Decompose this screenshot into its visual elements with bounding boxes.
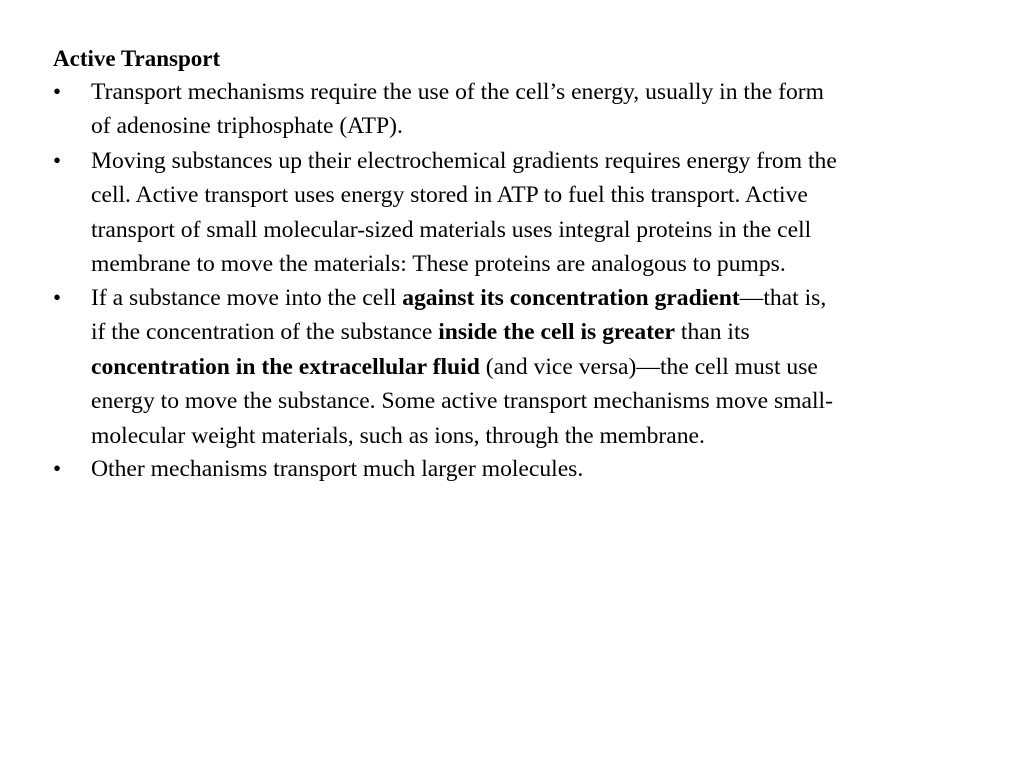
bullet-text (91, 144, 837, 282)
text-run: if the concentration of the substance (91, 319, 439, 346)
text-line (91, 419, 833, 453)
text-run: If a substance move into the cell (91, 285, 403, 311)
text-line: Moving substances up their electrochemical gradients requires energy from the (91, 148, 837, 174)
bullet-icon: • (53, 79, 62, 104)
emphasis-against-gradient: against its concentration gradient (402, 285, 740, 311)
emphasis-extracellular: concentration in the extracellular fluid (91, 353, 480, 380)
emphasis-inside-greater: inside the cell is greater (438, 319, 675, 346)
text-line: cell. Active transport uses energy stored in ATP to fuel this transport. Active (91, 182, 808, 209)
text-line: transport of small molecular-sized materials uses integral proteins in the cell (91, 216, 812, 243)
text-line (91, 384, 833, 418)
text-run: than its (675, 319, 750, 346)
slide-title: Active Transport (53, 46, 221, 71)
text-run: molecular weight materials, such as ions, through the membrane. (91, 422, 705, 449)
text-line: of adenosine triphosphate (ATP). (91, 113, 403, 140)
text-line: Other mechanisms transport much larger molecules. (91, 456, 584, 482)
text-line (91, 315, 833, 349)
bullet-text (91, 75, 824, 144)
text-run: (and vice versa)—the cell must use (479, 353, 818, 380)
bullet-icon: • (53, 456, 62, 481)
text-line (91, 281, 833, 315)
text-line: Transport mechanisms require the use of the cell’s energy, usually in the form (91, 79, 824, 105)
text-run: —that is, (739, 285, 827, 311)
bullet-text (91, 452, 583, 486)
text-run: energy to move the substance. Some active transport mechanisms move small- (91, 388, 833, 415)
bullet-text (91, 281, 833, 453)
bullet-icon: • (53, 148, 62, 173)
bullet-icon: • (53, 285, 62, 310)
text-line (91, 350, 833, 384)
text-line: membrane to move the materials: These proteins are analogous to pumps. (91, 251, 786, 278)
